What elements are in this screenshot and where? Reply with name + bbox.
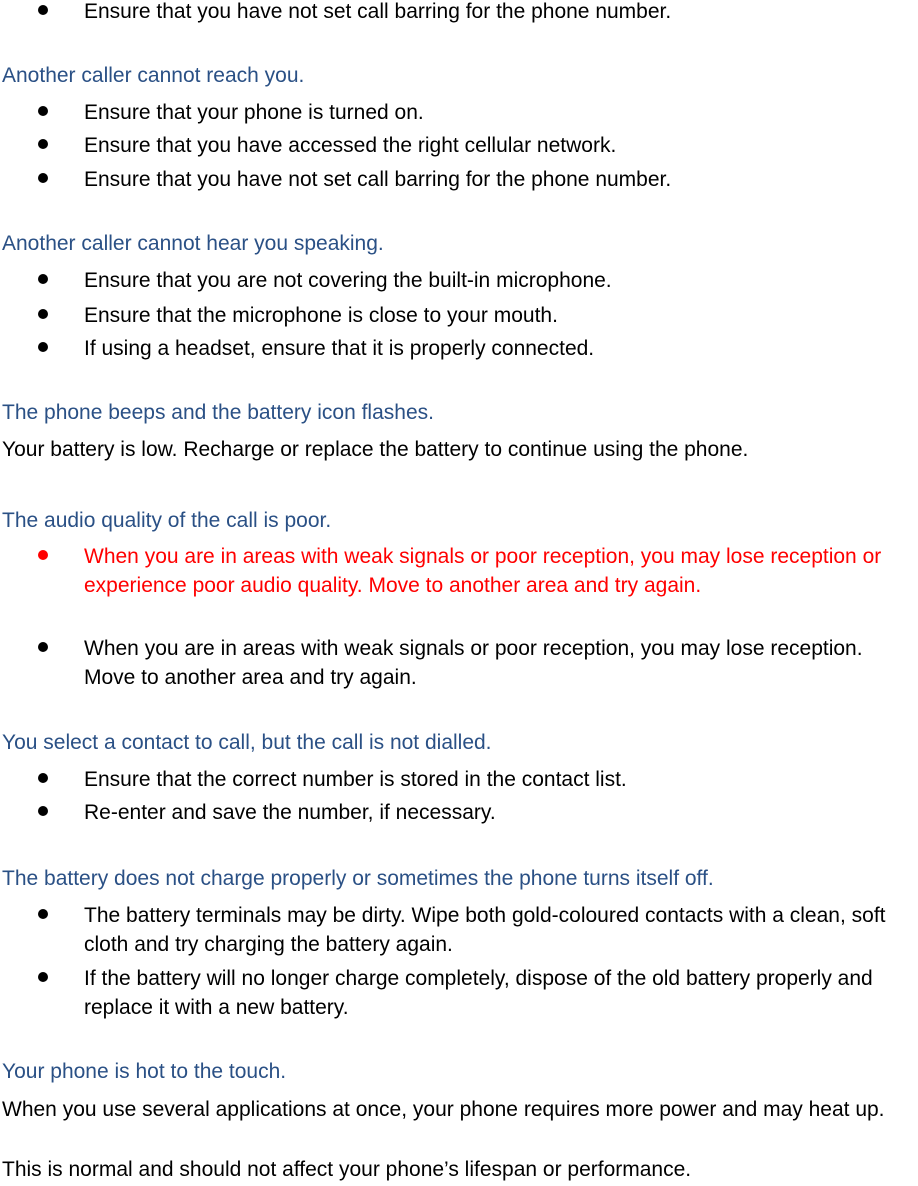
- bullet-text: Ensure that the correct number is stored in the contact list.: [84, 768, 627, 791]
- bullet-dot-icon: [38, 5, 48, 15]
- bullet-dot-icon: [38, 274, 48, 284]
- bullet-text: Ensure that you have accessed the right cellular network.: [84, 134, 617, 157]
- section-heading: The battery does not charge properly or sometimes the phone turns itself off.: [2, 867, 714, 890]
- section-heading: You select a contact to call, but the call is not dialled.: [2, 731, 492, 754]
- bullet-text: Ensure that you have not set call barring for the phone number.: [84, 0, 672, 23]
- bullet-dot-icon: [38, 773, 48, 783]
- bullet-dot-icon: [38, 342, 48, 352]
- body-paragraph: This is normal and should not affect your phone’s lifespan or performance.: [2, 1158, 692, 1181]
- section-heading: Another caller cannot reach you.: [2, 64, 305, 87]
- bullet-text: When you are in areas with weak signals or poor reception, you may lose reception. Move to another area and try again.: [84, 637, 863, 689]
- section-heading: The audio quality of the call is poor.: [2, 509, 332, 532]
- section-heading: Another caller cannot hear you speaking.: [2, 232, 384, 255]
- bullet-dot-icon: [38, 642, 48, 652]
- bullet-dot-icon: [38, 139, 48, 149]
- bullet-text: If the battery will no longer charge completely, dispose of the old battery properly and replace it with a new battery.: [84, 967, 873, 1019]
- body-paragraph: When you use several applications at once, your phone requires more power and may heat up.: [2, 1098, 885, 1121]
- section-heading: The phone beeps and the battery icon flashes.: [2, 401, 434, 424]
- bullet-dot-icon: [38, 309, 48, 319]
- bullet-text: When you are in areas with weak signals or poor reception, you may lose reception or experience poor audio quality. Move to another area and try again.: [84, 545, 882, 597]
- bullet-dot-icon: [38, 550, 48, 560]
- bullet-text: If using a headset, ensure that it is properly connected.: [84, 337, 595, 360]
- bullet-text: Re-enter and save the number, if necessary.: [84, 801, 496, 824]
- bullet-text: Ensure that your phone is turned on.: [84, 101, 424, 124]
- bullet-dot-icon: [38, 106, 48, 116]
- bullet-text: Ensure that you have not set call barring for the phone number.: [84, 168, 672, 191]
- bullet-text: Ensure that the microphone is close to your mouth.: [84, 304, 558, 327]
- bullet-dot-icon: [38, 173, 48, 183]
- section-heading: Your phone is hot to the touch.: [2, 1060, 287, 1083]
- body-paragraph: Your battery is low. Recharge or replace the battery to continue using the phone.: [2, 438, 749, 461]
- bullet-dot-icon: [38, 972, 48, 982]
- bullet-text: The battery terminals may be dirty. Wipe both gold-coloured contacts with a clean, soft cloth and try charging the battery again.: [84, 904, 886, 956]
- bullet-text: Ensure that you are not covering the built-in microphone.: [84, 269, 612, 292]
- bullet-dot-icon: [38, 909, 48, 919]
- bullet-dot-icon: [38, 806, 48, 816]
